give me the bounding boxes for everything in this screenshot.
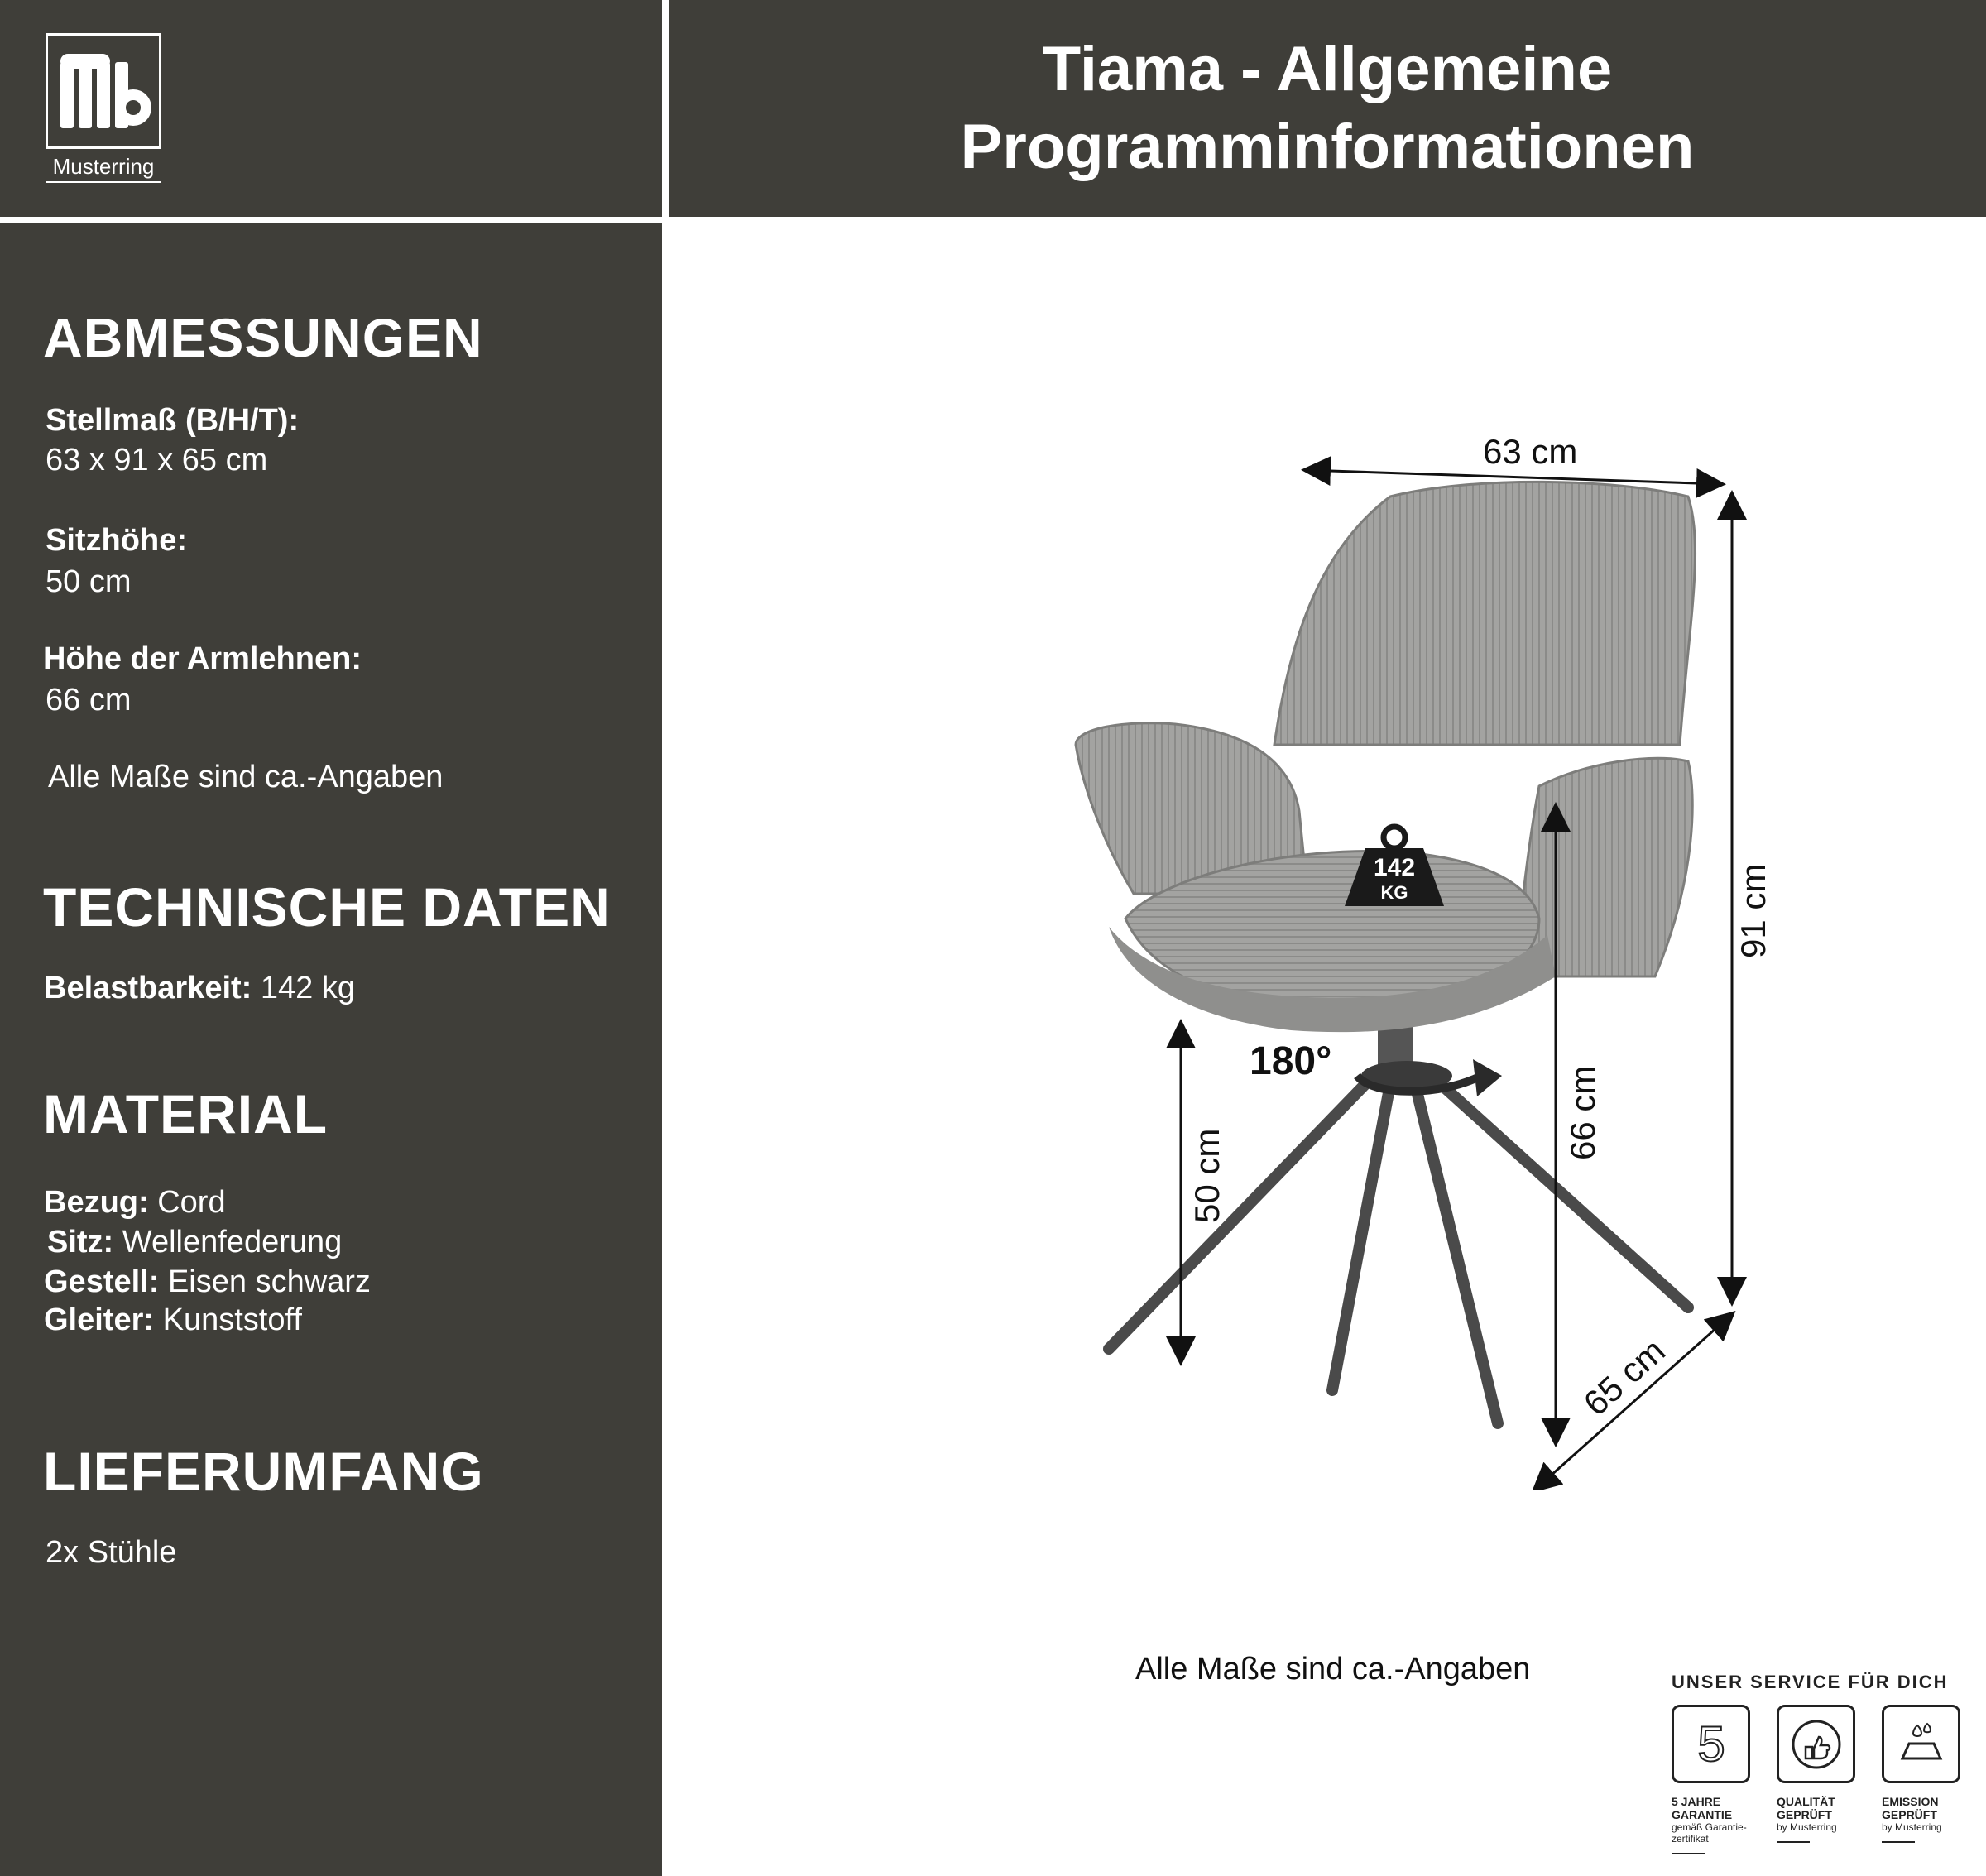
badge-title: 5 JAHRE GARANTIE (1672, 1795, 1733, 1821)
armlehnen-value: 66 cm (46, 683, 132, 717)
service-badge[interactable] (1672, 1705, 1750, 1854)
stellmass-label: Stellmaß (B/H/T): (46, 403, 300, 438)
chair-shell (1076, 482, 1696, 1032)
arm-height-label: 66 cm (1563, 1065, 1602, 1160)
page-title (961, 31, 1695, 186)
armlehnen-label: Höhe der Armlehnen: (43, 641, 362, 676)
title-panel (669, 0, 1986, 217)
dimensions-note: Alle Maße sind ca.-Angaben (48, 760, 444, 794)
emission-icon (1882, 1705, 1960, 1783)
service-badge[interactable] (1882, 1705, 1960, 1854)
badge-title: EMISSION GEPRÜFT (1882, 1795, 1939, 1821)
width-label: 63 cm (1483, 432, 1578, 471)
title-line-2: Programminformationen (960, 112, 1695, 182)
material-row (44, 1303, 302, 1338)
material-label: Gestell: (44, 1264, 160, 1299)
load-number: 142 (1373, 854, 1416, 881)
belastbarkeit-value: 142 kg (260, 971, 355, 1005)
badge-subtitle: gemäß Garantie-zertifikat (1672, 1821, 1747, 1845)
rotation-arrowhead-icon (1473, 1059, 1502, 1096)
depth-dimension-line (1535, 1314, 1732, 1490)
footer-note: Alle Maße sind ca.-Angaben (1135, 1652, 1531, 1686)
service-heading: UNSER SERVICE FÜR DICH (1672, 1672, 1949, 1692)
material-row (44, 1264, 371, 1300)
material-label: Sitz: (47, 1225, 114, 1259)
spec-sidebar (0, 223, 662, 1876)
depth-label: 65 cm (1576, 1331, 1673, 1423)
brand-logo[interactable] (46, 33, 161, 183)
five-glyph: 5 (1696, 1715, 1725, 1772)
seat-height-label: 50 cm (1187, 1128, 1226, 1223)
lieferumfang-value: 2x Stühle (46, 1535, 177, 1570)
load-unit: KG (1380, 882, 1408, 903)
material-label: Gleiter: (44, 1303, 155, 1337)
sitzhoehe-value: 50 cm (46, 564, 132, 599)
material-row (44, 1185, 226, 1221)
logo-panel (0, 0, 662, 217)
belastbarkeit-label: Belastbarkeit: (44, 971, 252, 1005)
rotation-label: 180° (1250, 1039, 1332, 1083)
service-panel (1672, 1672, 1969, 1854)
material-value: Wellenfederung (122, 1225, 343, 1259)
five-icon (1672, 1705, 1750, 1783)
material-row (47, 1225, 342, 1260)
sitzhoehe-label: Sitzhöhe: (46, 523, 187, 558)
material-value: Cord (157, 1185, 226, 1220)
title-line-1: Tiama - Allgemeine (1042, 34, 1613, 104)
belastbarkeit-row (44, 971, 355, 1006)
heading-lieferumfang: LIEFERUMFANG (43, 1441, 484, 1502)
musterring-logo-icon (46, 33, 161, 149)
height-label: 91 cm (1734, 863, 1773, 958)
material-value: Kunststoff (162, 1303, 302, 1337)
load-weight-icon (1345, 827, 1444, 906)
heading-material: MATERIAL (43, 1083, 329, 1144)
material-label: Bezug: (44, 1185, 149, 1220)
material-value: Eisen schwarz (167, 1264, 371, 1299)
badge-title: QUALITÄT GEPRÜFT (1777, 1795, 1835, 1821)
heading-abmessungen: ABMESSUNGEN (43, 307, 483, 368)
heading-technische-daten: TECHNISCHE DATEN (43, 876, 611, 938)
badge-subtitle: by Musterring (1777, 1821, 1837, 1833)
chair-dimension-drawing (993, 414, 1820, 1490)
thumbs-up-icon (1777, 1705, 1855, 1783)
stellmass-value: 63 x 91 x 65 cm (46, 443, 268, 477)
service-badge[interactable] (1777, 1705, 1855, 1854)
badge-subtitle: by Musterring (1882, 1821, 1942, 1833)
brand-name: Musterring (46, 154, 161, 183)
